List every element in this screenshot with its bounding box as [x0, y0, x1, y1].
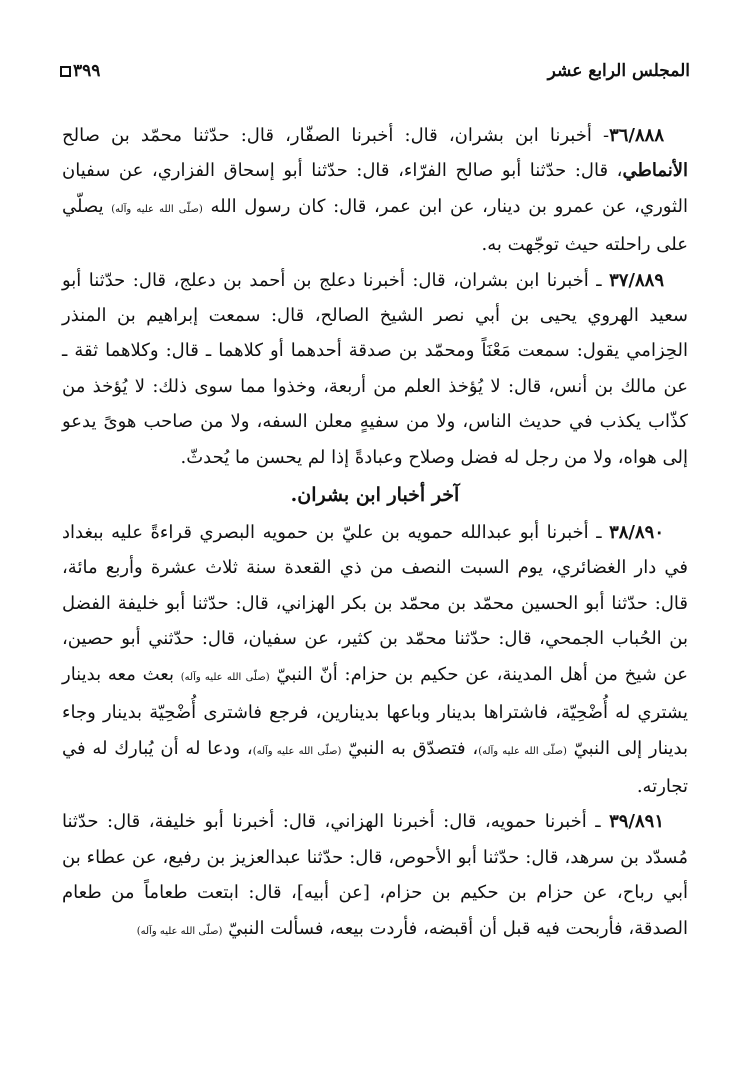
hadith-number: ٣٦/٨٨٨ [609, 125, 664, 146]
chapter-title: المجلس الرابع عشر [547, 61, 690, 81]
page-body [62, 118, 688, 949]
salla-honorific: (صلّى الله عليه وآله) [478, 745, 567, 757]
section-heading: آخر أخبار ابن بشران. [290, 484, 460, 507]
hadith-text: ، ودعا له أن يُبارك له في تجارته. [62, 737, 688, 797]
salla-honorific: (صلّى الله عليه وآله) [136, 925, 223, 937]
hadith-888 [62, 118, 688, 263]
hadith-text: ، قال: حدّثنا أبو صالح الفرّاء، قال: حدّثنا أبو إسحاق الفزاري، عن سفيان الثوري، عن عمرو بن دينار، عن ابن عمر، قال: كان رسول الله [62, 160, 688, 217]
hadith-number: ٣٨/٨٩٠ [609, 522, 664, 544]
page-number [60, 61, 100, 81]
hadith-text: ـ أخبرنا أبو عبدالله حمويه بن عليّ بن حمويه البصري قراءةً عليه ببغداد في دار الغضائري، يوم السبت النصف من ذي القعدة سنة ثلاث عشرة وأربع مائة، قال: حدّثنا أبو الحسين محمّد بن محمّد بن بكر الهزاني، قال: حدّثنا أبو خليفة الفضل بن الحُباب الجمحي، قال: حدّثنا محمّد بن كثير، عن سفيان، قال: حدّثني أبو حصين، عن شيخ من أهل المدينة، عن حكيم بن حزام: أنّ النبيّ [62, 522, 688, 685]
hadith-891 [62, 804, 688, 949]
hadith-text: - أخبرنا ابن بشران، قال: أخبرنا الصفّار، قال: حدّثنا محمّد بن صالح [62, 125, 610, 146]
hadith-text: بعث معه بدينار يشتري له أُضْحِيّة، فاشتراها بدينار وباعها بدينارين، فرجع فاشترى أُضْحِيّة بدينار وجاء بدينار إلى النبيّ [62, 663, 688, 759]
hadith-number: ٣٧/٨٨٩ [609, 269, 664, 291]
hadith-text-bold: الأنماطي [622, 160, 688, 182]
hadith-text: ـ أخبرنا ابن بشران، قال: أخبرنا دعلج بن أحمد بن دعلج، قال: حدّثنا أبو سعيد الهروي يحيى بن أبي نصر الشيخ الصالح، قال: سمعت إبراهيم بن المنذر الحِزامي يقول: سمعت مَعْنَاً ومحمّد بن صدقة أحدهما أو كلاهما ـ قال: وكلاهما ثقة ـ عن مالك بن أنس، قال: لا يُؤخذ العلم من أربعة، وخذوا مما سوى ذلك: لا يُؤخذ من كذّاب يكذب في حديث الناس، ولا من سفيهٍ معلن السفه، ولا من صاحب هوىً يدعو إلى هواه، ولا من رجل له فضل وصلاح وعبادةً إذا لم يحسن ما يُحدثّ. [62, 269, 688, 468]
hadith-text: ، فتصدّق به النبيّ [348, 737, 479, 759]
salla-honorific: (صلّى الله عليه وآله) [111, 203, 203, 215]
hadith-text: يصلّي على راحلته حيث توجّهت به. [62, 195, 688, 256]
hadith-text: ـ أخبرنا حمويه، قال: أخبرنا الهزاني، قال: أخبرنا أبو خليفة، قال: حدّثنا مُسدّد بن سرهد، قال: حدّثنا أبو الأحوص، قال: حدّثنا عبدالعزيز بن رفيع، عن عطاء بن أبي رباح، عن حزام بن حكيم بن حزام، [عن أبيه]، قال: ابتعت طعاماً من طعام الصدقة، فأربحت فيه قبل أن أقبضه، فأردت بيعه، فسألت النبيّ [62, 811, 688, 939]
hadith-890 [62, 515, 688, 804]
hadith-889 [62, 263, 688, 475]
page-header [60, 56, 690, 86]
page-number-text: ٣٩٩ [73, 61, 101, 81]
salla-honorific: (صلّى الله عليه وآله) [180, 671, 270, 683]
square-icon [60, 66, 71, 77]
salla-honorific: (صلّى الله عليه وآله) [252, 745, 342, 757]
hadith-number: ٣٩/٨٩١ [609, 811, 664, 833]
